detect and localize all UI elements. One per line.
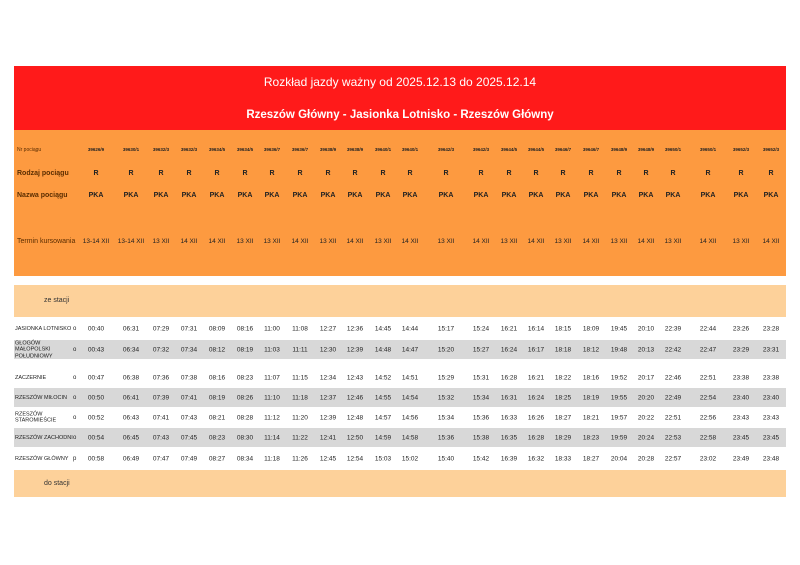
table-row [14, 408, 786, 427]
train-kind-cell: R [214, 170, 220, 177]
service-days-cell: 13 XII [152, 238, 170, 245]
departure-time: 14:44 [401, 325, 419, 332]
train-name-cell: PKA [375, 192, 391, 199]
departure-time: 14:48 [374, 346, 392, 353]
departure-time: 12:30 [319, 346, 337, 353]
station-name: RZESZÓW MIŁOCIN [15, 394, 67, 401]
departure-time: 06:38 [122, 374, 140, 381]
departure-time: 20:20 [637, 394, 655, 401]
departure-time: 19:45 [610, 325, 628, 332]
departure-time: 16:31 [500, 394, 518, 401]
train-name-cell: PKA [501, 192, 517, 199]
departure-time: 00:47 [87, 374, 105, 381]
departure-time: 15:20 [437, 346, 455, 353]
departure-time: 12:37 [319, 394, 337, 401]
station-name: JASIONKA LOTNISKO [15, 325, 72, 332]
departure-time: 20:04 [610, 455, 628, 462]
departure-time: 00:52 [87, 414, 105, 421]
departure-time: 07:32 [152, 346, 170, 353]
train-kind-cell: R [128, 170, 134, 177]
service-dates-label: Termin kursowania [17, 238, 76, 245]
departure-time: 12:39 [346, 346, 364, 353]
service-days-cell: 13 XII [319, 238, 337, 245]
departure-time: 23:02 [699, 455, 717, 462]
departure-time: 16:35 [500, 434, 518, 441]
service-days-cell: 13 XII [263, 238, 281, 245]
departure-time: 07:49 [180, 455, 198, 462]
departure-time: 08:34 [236, 455, 254, 462]
train-kind-cell: R [560, 170, 566, 177]
train-kind-cell: R [738, 170, 744, 177]
departure-time: 18:16 [582, 374, 600, 381]
service-days-cell: 14 XII [180, 238, 198, 245]
service-days-cell: 13 XII [236, 238, 254, 245]
departure-time: 19:59 [610, 434, 628, 441]
departure-time: 16:21 [500, 325, 518, 332]
departure-time: 08:19 [236, 346, 254, 353]
to-station-label: do stacji [44, 480, 70, 487]
stop-flag: o [73, 346, 77, 353]
departure-time: 15:27 [472, 346, 490, 353]
train-name-cell: PKA [264, 192, 280, 199]
departure-time: 00:40 [87, 325, 105, 332]
departure-time: 06:45 [122, 434, 140, 441]
departure-time: 16:17 [527, 346, 545, 353]
departure-time: 11:10 [264, 394, 280, 401]
departure-time: 15:03 [374, 455, 392, 462]
departure-time: 15:42 [472, 455, 490, 462]
departure-time: 08:16 [236, 325, 254, 332]
departure-time: 08:26 [236, 394, 254, 401]
departure-time: 16:21 [527, 374, 545, 381]
train-kind-cell: R [297, 170, 303, 177]
departure-time: 22:49 [664, 394, 682, 401]
train-no-cell: 39652/3 [732, 147, 750, 152]
service-days-cell: 14 XII [699, 238, 717, 245]
departure-time: 18:22 [554, 374, 572, 381]
departure-time: 18:33 [554, 455, 572, 462]
departure-time: 18:23 [582, 434, 600, 441]
departure-time: 19:52 [610, 374, 628, 381]
departure-time: 16:28 [500, 374, 518, 381]
train-kind-cell: R [768, 170, 774, 177]
service-days-cell: 13 XII [500, 238, 518, 245]
departure-time: 11:26 [292, 455, 308, 462]
departure-time: 22:51 [664, 414, 682, 421]
departure-time: 23:43 [762, 414, 780, 421]
train-no-cell: 39634/5 [236, 147, 254, 152]
departure-time: 16:26 [527, 414, 545, 421]
train-no-cell: 39640/1 [374, 147, 392, 152]
departure-time: 22:44 [699, 325, 717, 332]
departure-time: 08:28 [236, 414, 254, 421]
train-no-cell: 39640/1 [401, 147, 419, 152]
train-name-cell: PKA [763, 192, 779, 199]
train-name-cell: PKA [347, 192, 363, 199]
departure-time: 23:38 [762, 374, 780, 381]
stop-flag: o [73, 434, 77, 441]
departure-time: 07:36 [152, 374, 170, 381]
train-no-cell: 39648/9 [610, 147, 628, 152]
departure-time: 11:11 [292, 346, 308, 353]
station-name: RZESZÓW ZACHODNI [15, 434, 73, 441]
departure-time: 19:48 [610, 346, 628, 353]
departure-time: 11:22 [292, 434, 308, 441]
departure-time: 23:28 [762, 325, 780, 332]
departure-time: 07:38 [180, 374, 198, 381]
departure-time: 08:16 [208, 374, 226, 381]
departure-time: 08:19 [208, 394, 226, 401]
departure-time: 07:43 [180, 414, 198, 421]
train-kind-cell: R [643, 170, 649, 177]
departure-time: 23:29 [732, 346, 750, 353]
departure-time: 16:39 [500, 455, 518, 462]
stop-flag: o [73, 325, 77, 332]
service-days-cell: 13 XII [610, 238, 628, 245]
departure-time: 23:40 [732, 394, 750, 401]
departure-time: 15:17 [437, 325, 455, 332]
departure-time: 00:54 [87, 434, 105, 441]
departure-time: 06:41 [122, 394, 140, 401]
departure-time: 19:57 [610, 414, 628, 421]
train-kind-cell: R [242, 170, 248, 177]
departure-time: 14:51 [401, 374, 419, 381]
departure-time: 11:07 [264, 374, 280, 381]
title-banner [14, 66, 786, 130]
train-name-cell: PKA [700, 192, 716, 199]
departure-time: 14:58 [401, 434, 419, 441]
departure-time: 16:32 [527, 455, 545, 462]
departure-time: 23:26 [732, 325, 750, 332]
service-days-cell: 14 XII [401, 238, 419, 245]
departure-time: 20:24 [637, 434, 655, 441]
route-title: Rzeszów Główny - Jasionka Lotnisko - Rzeszów Główny [246, 109, 554, 121]
stop-flag: p [73, 455, 77, 462]
table-row [14, 388, 786, 407]
departure-time: 07:34 [180, 346, 198, 353]
departure-time: 22:39 [664, 325, 682, 332]
table-row [14, 449, 786, 468]
train-no-label: Nr pociągu [17, 147, 42, 153]
from-station-label: ze stacji [44, 297, 70, 304]
departure-time: 00:50 [87, 394, 105, 401]
departure-time: 18:25 [554, 394, 572, 401]
train-no-cell: 39646/7 [582, 147, 600, 152]
departure-time: 12:27 [319, 325, 337, 332]
train-kind-cell: R [616, 170, 622, 177]
departure-time: 07:29 [152, 325, 170, 332]
departure-time: 08:23 [236, 374, 254, 381]
departure-time: 15:36 [437, 434, 455, 441]
train-kind-cell: R [506, 170, 512, 177]
departure-time: 14:56 [401, 414, 419, 421]
service-days-cell: 14 XII [527, 238, 545, 245]
departure-time: 14:47 [401, 346, 419, 353]
table-row [14, 368, 786, 387]
departure-time: 23:40 [762, 394, 780, 401]
stop-flag: o [73, 414, 77, 421]
train-no-cell: 39636/7 [263, 147, 281, 152]
train-no-cell: 39648/9 [637, 147, 655, 152]
departure-time: 18:09 [582, 325, 600, 332]
departure-time: 08:09 [208, 325, 226, 332]
train-kind-cell: R [352, 170, 358, 177]
train-no-cell: 39650/1 [699, 147, 717, 152]
train-name-cell: PKA [611, 192, 627, 199]
departure-time: 20:28 [637, 455, 655, 462]
departure-time: 22:57 [664, 455, 682, 462]
departure-time: 15:31 [472, 374, 490, 381]
departure-time: 07:47 [152, 455, 170, 462]
train-no-cell: 39632/3 [180, 147, 198, 152]
service-days-cell: 13 XII [664, 238, 682, 245]
departure-time: 08:12 [208, 346, 226, 353]
departure-time: 15:32 [437, 394, 455, 401]
departure-time: 07:45 [180, 434, 198, 441]
train-name-cell: PKA [292, 192, 308, 199]
departure-time: 15:29 [437, 374, 455, 381]
departure-time: 14:52 [374, 374, 392, 381]
departure-time: 12:46 [346, 394, 364, 401]
departure-time: 12:39 [319, 414, 337, 421]
train-name-cell: PKA [733, 192, 749, 199]
departure-time: 23:49 [732, 455, 750, 462]
departure-time: 11:12 [264, 414, 280, 421]
station-name: GŁOGÓW MAŁOPOLSKI POŁUDNIOWY [15, 339, 53, 359]
departure-time: 14:54 [401, 394, 419, 401]
train-name-cell: PKA [237, 192, 253, 199]
train-no-cell: 39626/9 [87, 147, 105, 152]
train-no-cell: 39650/1 [664, 147, 682, 152]
departure-time: 20:13 [637, 346, 655, 353]
departure-time: 06:49 [122, 455, 140, 462]
station-name: ZACZERNIE [15, 374, 47, 381]
departure-time: 23:48 [762, 455, 780, 462]
departure-time: 22:46 [664, 374, 682, 381]
departure-time: 08:21 [208, 414, 226, 421]
train-no-cell: 39630/1 [122, 147, 140, 152]
departure-time: 15:02 [401, 455, 419, 462]
departure-time: 15:38 [472, 434, 490, 441]
train-name-cell: PKA [153, 192, 169, 199]
departure-time: 07:41 [180, 394, 198, 401]
departure-time: 08:23 [208, 434, 226, 441]
train-kind-cell: R [380, 170, 386, 177]
train-name-cell: PKA [402, 192, 418, 199]
train-kind-cell: R [533, 170, 539, 177]
departure-time: 11:18 [264, 455, 280, 462]
departure-time: 07:43 [152, 434, 170, 441]
train-name-cell: PKA [638, 192, 654, 199]
train-no-cell: 39652/3 [762, 147, 780, 152]
departure-time: 18:27 [554, 414, 572, 421]
departure-time: 22:42 [664, 346, 682, 353]
service-days-cell: 14 XII [291, 238, 309, 245]
departure-time: 18:12 [582, 346, 600, 353]
service-days-cell: 14 XII [582, 238, 600, 245]
stop-flag: o [73, 394, 77, 401]
departure-time: 11:15 [292, 374, 308, 381]
service-days-cell: 14 XII [472, 238, 490, 245]
departure-time: 18:27 [582, 455, 600, 462]
train-no-cell: 39642/3 [472, 147, 490, 152]
departure-time: 07:41 [152, 414, 170, 421]
train-no-cell: 39634/5 [208, 147, 226, 152]
table-row [14, 428, 786, 447]
departure-time: 12:54 [346, 455, 364, 462]
departure-time: 14:55 [374, 394, 392, 401]
departure-time: 22:56 [699, 414, 717, 421]
train-kind-cell: R [325, 170, 331, 177]
from-station-band [14, 285, 786, 317]
departure-time: 15:34 [472, 394, 490, 401]
train-kind-cell: R [443, 170, 449, 177]
departure-time: 14:59 [374, 434, 392, 441]
train-name-cell: PKA [473, 192, 489, 199]
departure-time: 16:14 [527, 325, 545, 332]
departure-time: 11:08 [292, 325, 308, 332]
departure-time: 07:39 [152, 394, 170, 401]
train-no-cell: 39642/3 [437, 147, 455, 152]
departure-time: 23:38 [732, 374, 750, 381]
train-kind-label: Rodzaj pociągu [17, 170, 69, 177]
service-days-cell: 13-14 XII [82, 238, 110, 245]
train-no-cell: 39646/7 [554, 147, 572, 152]
train-kind-cell: R [186, 170, 192, 177]
service-days-cell: 13-14 XII [117, 238, 145, 245]
train-name-label: Nazwa pociągu [17, 192, 68, 199]
departure-time: 22:51 [699, 374, 717, 381]
train-kind-cell: R [407, 170, 413, 177]
train-name-cell: PKA [438, 192, 454, 199]
to-station-band [14, 470, 786, 497]
departure-time: 16:33 [500, 414, 518, 421]
service-days-cell: 13 XII [374, 238, 392, 245]
departure-time: 22:58 [699, 434, 717, 441]
train-no-cell: 39638/9 [319, 147, 337, 152]
departure-time: 15:24 [472, 325, 490, 332]
departure-time: 15:40 [437, 455, 455, 462]
departure-time: 12:36 [346, 325, 364, 332]
departure-time: 07:31 [180, 325, 198, 332]
train-kind-cell: R [93, 170, 99, 177]
departure-time: 18:19 [582, 394, 600, 401]
train-kind-cell: R [478, 170, 484, 177]
departure-time: 11:00 [264, 325, 280, 332]
table-row [14, 319, 786, 338]
departure-time: 11:20 [292, 414, 308, 421]
departure-time: 12:45 [319, 455, 337, 462]
train-kind-cell: R [588, 170, 594, 177]
train-no-cell: 39644/5 [527, 147, 545, 152]
train-name-cell: PKA [583, 192, 599, 199]
train-name-cell: PKA [88, 192, 104, 199]
departure-time: 06:34 [122, 346, 140, 353]
departure-time: 23:43 [732, 414, 750, 421]
departure-time: 22:47 [699, 346, 717, 353]
departure-time: 16:24 [500, 346, 518, 353]
train-kind-cell: R [705, 170, 711, 177]
departure-time: 23:45 [732, 434, 750, 441]
train-name-cell: PKA [320, 192, 336, 199]
departure-time: 11:14 [264, 434, 280, 441]
departure-time: 23:31 [762, 346, 780, 353]
departure-time: 22:54 [699, 394, 717, 401]
train-kind-cell: R [269, 170, 275, 177]
departure-time: 12:41 [319, 434, 337, 441]
departure-time: 18:21 [582, 414, 600, 421]
departure-time: 12:43 [346, 374, 364, 381]
validity-title: Rozkład jazdy ważny od 2025.12.13 do 2025.12.14 [263, 75, 537, 89]
departure-time: 12:48 [346, 414, 364, 421]
service-days-cell: 14 XII [346, 238, 364, 245]
train-name-cell: PKA [555, 192, 571, 199]
departure-time: 12:34 [319, 374, 337, 381]
departure-time: 18:18 [554, 346, 572, 353]
departure-time: 12:50 [346, 434, 364, 441]
train-name-cell: PKA [665, 192, 681, 199]
service-days-cell: 14 XII [208, 238, 226, 245]
departure-time: 14:45 [374, 325, 392, 332]
departure-time: 00:58 [87, 455, 105, 462]
station-name: RZESZÓW STAROMIEŚCIE [15, 411, 57, 424]
train-no-cell: 39632/3 [152, 147, 170, 152]
departure-time: 15:36 [472, 414, 490, 421]
departure-time: 22:53 [664, 434, 682, 441]
train-name-cell: PKA [528, 192, 544, 199]
train-name-cell: PKA [209, 192, 225, 199]
train-no-cell: 39644/5 [500, 147, 518, 152]
station-name: RZESZÓW GŁÓWNY [15, 455, 69, 462]
train-no-cell: 39636/7 [291, 147, 309, 152]
service-days-cell: 13 XII [732, 238, 750, 245]
departure-time: 06:31 [122, 325, 140, 332]
departure-time: 20:17 [637, 374, 655, 381]
service-days-cell: 14 XII [762, 238, 780, 245]
departure-time: 16:28 [527, 434, 545, 441]
departure-time: 08:30 [236, 434, 254, 441]
table-row [14, 340, 786, 359]
service-days-cell: 14 XII [637, 238, 655, 245]
departure-time: 15:34 [437, 414, 455, 421]
service-days-cell: 13 XII [437, 238, 455, 245]
departure-time: 18:15 [554, 325, 572, 332]
departure-time: 18:29 [554, 434, 572, 441]
train-name-cell: PKA [123, 192, 139, 199]
departure-time: 19:55 [610, 394, 628, 401]
departure-time: 14:57 [374, 414, 392, 421]
departure-time: 00:43 [87, 346, 105, 353]
departure-time: 11:03 [264, 346, 280, 353]
stop-flag: o [73, 374, 77, 381]
train-name-cell: PKA [181, 192, 197, 199]
departure-time: 06:43 [122, 414, 140, 421]
departure-time: 11:18 [292, 394, 308, 401]
departure-time: 16:24 [527, 394, 545, 401]
train-kind-cell: R [158, 170, 164, 177]
departure-time: 20:10 [637, 325, 655, 332]
train-header [14, 130, 786, 276]
train-kind-cell: R [670, 170, 676, 177]
departure-time: 23:45 [762, 434, 780, 441]
departure-time: 08:27 [208, 455, 226, 462]
departure-time: 20:22 [637, 414, 655, 421]
service-days-cell: 13 XII [554, 238, 572, 245]
train-no-cell: 39638/9 [346, 147, 364, 152]
